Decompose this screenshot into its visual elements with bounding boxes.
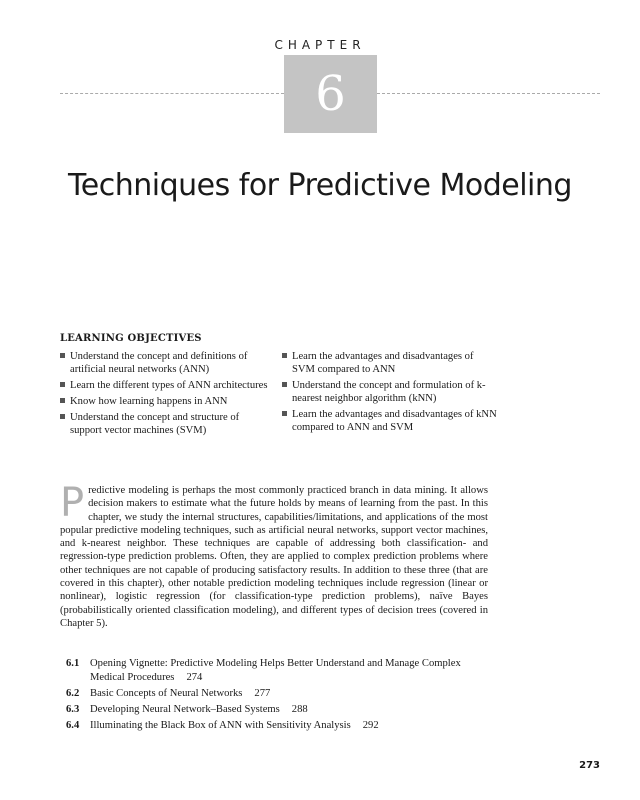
section-item: [66, 657, 496, 685]
section-title: Developing Neural Network–Based Systems: [90, 704, 280, 715]
objective-item: Know how learning happens in ANN: [60, 395, 270, 408]
objective-item: Learn the advantages and disadvantages of kNN compared to ANN and SVM: [282, 408, 497, 434]
section-page: 288: [291, 704, 308, 715]
section-item: [66, 719, 496, 733]
section-list: [66, 657, 496, 735]
section-title: Illuminating the Black Box of ANN with Sensitivity Analysis: [90, 720, 351, 731]
learning-objectives-left: [60, 350, 270, 440]
dashed-rule-left: [60, 93, 284, 94]
square-bullet-icon: [60, 398, 65, 403]
square-bullet-icon: [60, 414, 65, 419]
section-page: 277: [254, 688, 271, 699]
objective-item: Understand the concept and formulation of k-nearest neighbor algorithm (kNN): [282, 379, 497, 405]
chapter-label: CHAPTER: [274, 38, 366, 52]
square-bullet-icon: [282, 382, 287, 387]
page-number: 273: [579, 760, 600, 771]
section-item: [66, 687, 496, 701]
objective-item: Understand the concept and structure of support vector machines (SVM): [60, 411, 270, 437]
intro-text: redictive modeling is perhaps the most commonly practiced branch in data mining. It allows decision makers to estimate what the future holds by means of learning from the past. In this chapter, we study the internal structures, capabilities/limitations, and applications of the most popular predictive modeling techniques, such as artificial neural networks, support vector machines, and k-nearest neighbor. These techniques are capable of addressing both classification- and regression-type prediction problems. Often, they are applied to complex prediction problems where other techniques are not capable of producing satisfactory results. In addition to these three (that are covered in this chapter), other notable prediction modeling techniques include regression (linear or nonlinear), logistic regression (for classification-type prediction problems), naïve Bayes (probabilistically oriented classification modeling), and different types of decision trees (covered in Chapter 5).: [60, 485, 488, 629]
objective-item: Understand the concept and definitions of artificial neural networks (ANN): [60, 350, 270, 376]
dashed-rule-right: [377, 93, 600, 94]
objective-item: Learn the different types of ANN architectures: [60, 379, 270, 392]
drop-cap: P: [60, 480, 85, 526]
section-number: 6.1: [66, 658, 80, 669]
square-bullet-icon: [282, 353, 287, 358]
square-bullet-icon: [60, 353, 65, 358]
chapter-title: Techniques for Predictive Modeling: [68, 168, 572, 203]
learning-objectives-right: [282, 350, 497, 437]
chapter-number: 6: [284, 55, 377, 133]
objective-item: Learn the advantages and disadvantages of SVM compared to ANN: [282, 350, 497, 376]
square-bullet-icon: [60, 382, 65, 387]
intro-paragraph: [60, 480, 488, 630]
section-number: 6.2: [66, 688, 80, 699]
section-title: Basic Concepts of Neural Networks: [90, 688, 243, 699]
learning-objectives-heading: LEARNING OBJECTIVES: [60, 333, 202, 344]
section-page: 274: [186, 672, 203, 683]
square-bullet-icon: [282, 411, 287, 416]
section-title: Opening Vignette: Predictive Modeling Helps Better Understand and Manage Complex Medical Procedures: [90, 658, 461, 683]
section-number: 6.3: [66, 704, 80, 715]
section-page: 292: [362, 720, 379, 731]
section-number: 6.4: [66, 720, 80, 731]
section-item: [66, 703, 496, 717]
